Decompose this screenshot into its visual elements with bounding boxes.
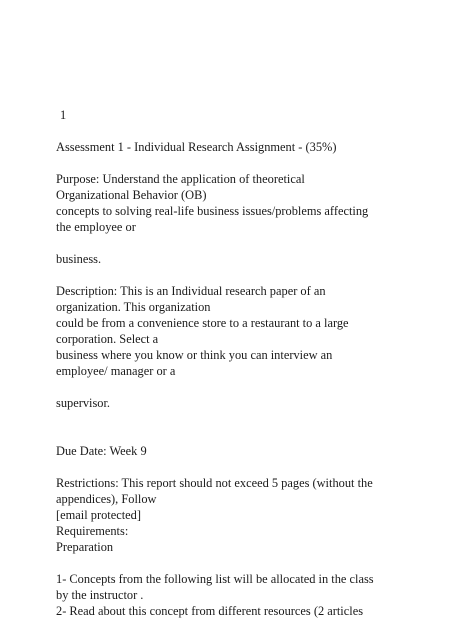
spacer <box>56 379 406 395</box>
spacer <box>56 267 406 283</box>
spacer <box>56 155 406 171</box>
purpose-line: Purpose: Understand the application of theoretical <box>56 172 305 186</box>
due-date: Due Date: Week 9 <box>56 444 147 458</box>
step-line: 2- Read about this concept from different resources (2 articles <box>56 604 364 618</box>
purpose-line: concepts to solving real-life business issues/problems affecting <box>56 204 369 218</box>
purpose-paragraph <box>56 171 406 267</box>
requirements-heading: Requirements: <box>56 524 129 538</box>
description-paragraph <box>56 283 406 411</box>
page-number: 1 <box>60 108 67 122</box>
step-line: 1- Concepts from the following list will be allocated in the class <box>56 572 374 586</box>
description-line: business where you know or think you can interview an <box>56 348 333 362</box>
purpose-line: the employee or <box>56 220 136 234</box>
document-body <box>56 107 406 619</box>
preparation-heading: Preparation <box>56 540 114 554</box>
restrictions-line: Restrictions: This report should not exceed 5 pages (without the <box>56 476 373 490</box>
restrictions-line: appendices), Follow <box>56 492 157 506</box>
step-line: by the instructor . <box>56 588 144 602</box>
spacer <box>56 123 406 139</box>
restrictions-line: [email protected] <box>56 508 141 522</box>
description-line: employee/ manager or a <box>56 364 176 378</box>
description-line: Description: This is an Individual research paper of an <box>56 284 326 298</box>
spacer <box>56 459 406 475</box>
restrictions-paragraph <box>56 475 406 555</box>
spacer <box>56 411 406 443</box>
description-line: supervisor. <box>56 396 111 410</box>
spacer <box>56 235 406 251</box>
purpose-line: business. <box>56 252 102 266</box>
purpose-line: Organizational Behavior (OB) <box>56 188 207 202</box>
document-title: Assessment 1 - Individual Research Assignment - (35%) <box>56 140 337 154</box>
description-line: could be from a convenience store to a restaurant to a large <box>56 316 349 330</box>
description-line: organization. This organization <box>56 300 211 314</box>
description-line: corporation. Select a <box>56 332 159 346</box>
steps-list <box>56 571 406 619</box>
spacer <box>56 555 406 571</box>
